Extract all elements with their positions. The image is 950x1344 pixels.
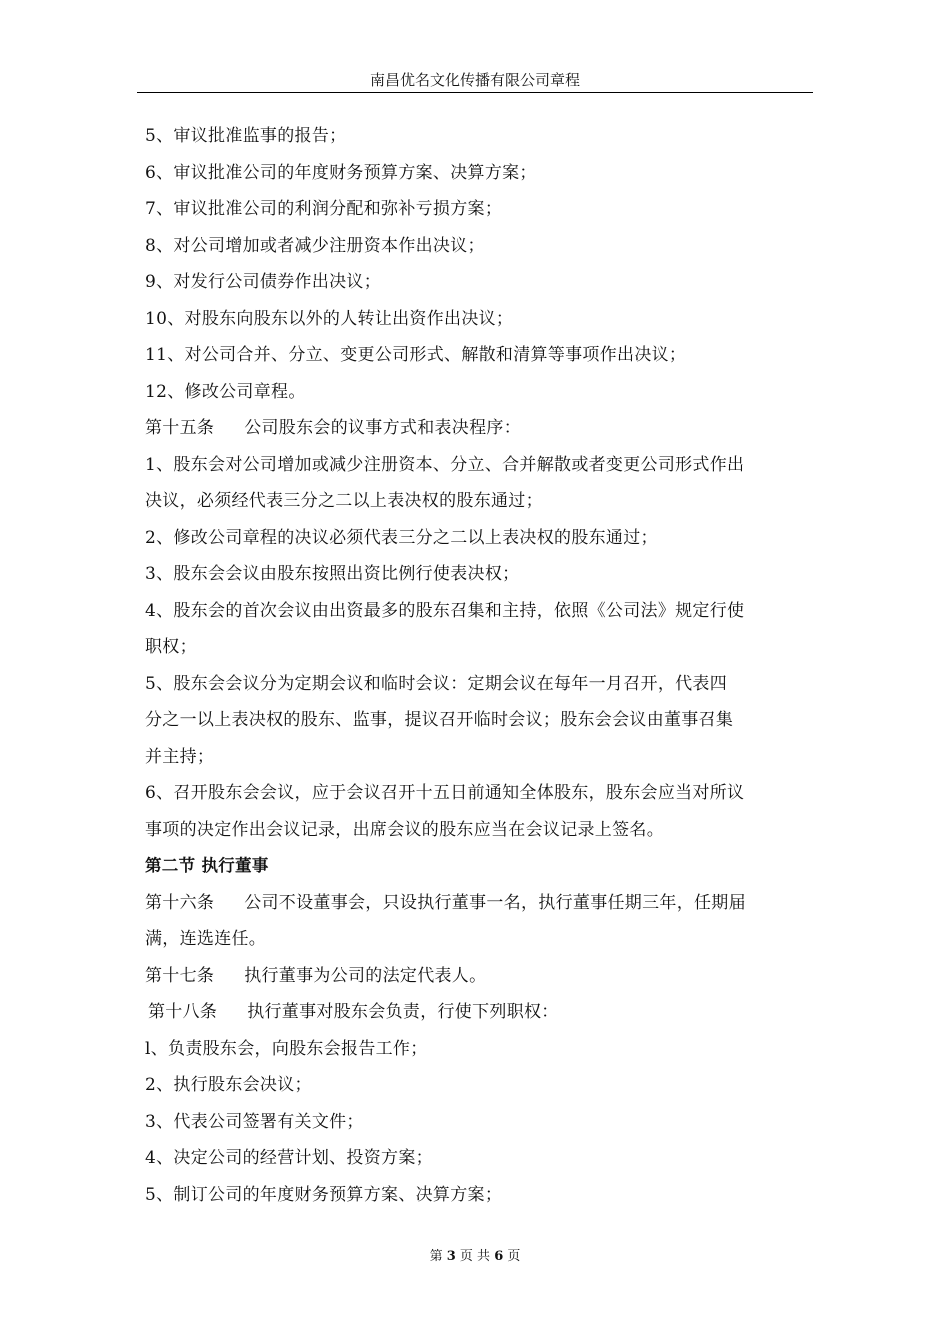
line-text: 11、对公司合并、分立、变更公司形式、解散和清算等事项作出决议；: [145, 345, 687, 365]
line-text: 并主持；: [145, 746, 215, 767]
body-line: [145, 483, 815, 520]
body-line: [145, 556, 815, 593]
line-text: 5、制订公司的年度财务预算方案、决算方案；: [145, 1184, 503, 1205]
line-text: 9、对发行公司债券作出决议；: [145, 272, 382, 292]
article-line: [145, 994, 815, 1031]
body-line: [145, 520, 815, 557]
body-line: [145, 1177, 815, 1214]
line-text: 2、执行股东会决议；: [145, 1075, 312, 1095]
document-body: [145, 118, 815, 1213]
line-text: 分之一以上表决权的股东、监事，提议召开临时会议；股东会会议由董事召集: [145, 710, 734, 730]
body-line: [145, 593, 815, 630]
article-number: 第十五条: [145, 418, 215, 438]
current-page-number: 3: [446, 1249, 456, 1264]
page-header: [137, 70, 813, 93]
total-page-count: 6: [494, 1249, 504, 1264]
line-text: 职权；: [145, 637, 197, 657]
body-line: [145, 775, 815, 812]
body-line: [145, 228, 815, 265]
body-line: [145, 447, 815, 484]
body-line: [145, 374, 815, 411]
body-line: [145, 666, 815, 703]
page-footer: [0, 1248, 950, 1266]
body-line: [145, 812, 815, 849]
article-number: 第十八条: [148, 1002, 218, 1022]
line-text: 12、修改公司章程。: [145, 381, 306, 402]
article-line: [145, 958, 815, 995]
line-text: 3、股东会会议由股东按照出资比例行使表决权；: [145, 564, 520, 584]
line-text: 执行董事对股东会负责，行使下列职权：: [247, 1002, 559, 1022]
line-text: 执行董事为公司的法定代表人。: [244, 965, 487, 986]
footer-prefix: 第: [429, 1249, 443, 1264]
line-text: 1、股东会对公司增加或减少注册资本、分立、合并解散或者变更公司形式作出: [145, 454, 745, 475]
line-text: 5、股东会会议分为定期会议和临时会议：定期会议在每年一月召开，代表四: [145, 673, 728, 694]
body-line: [145, 739, 815, 776]
body-line: [145, 629, 815, 666]
article-line: [145, 885, 815, 922]
article-number: 第十六条: [145, 892, 215, 913]
line-text: 第二节 执行董事: [145, 856, 269, 875]
body-line: [145, 921, 815, 958]
line-text: 6、召开股东会会议，应于会议召开十五日前通知全体股东，股东会应当对所议: [145, 783, 745, 803]
line-text: 事项的决定作出会议记录，出席会议的股东应当在会议记录上签名。: [145, 819, 664, 840]
line-text: l、负责股东会，向股东会报告工作；: [145, 1038, 428, 1059]
body-line: [145, 1140, 815, 1177]
article-number: 第十七条: [145, 965, 215, 986]
body-line: [145, 191, 815, 228]
line-text: 公司不设董事会，只设执行董事一名，执行董事任期三年，任期届: [244, 892, 746, 913]
document-title: 南昌优名文化传播有限公司章程: [369, 71, 580, 89]
body-line: [145, 1031, 815, 1068]
body-line: [145, 1104, 815, 1141]
line-text: 4、股东会的首次会议由出资最多的股东召集和主持，依照《公司法》规定行使: [145, 600, 745, 621]
line-text: 6、审议批准公司的年度财务预算方案、决算方案；: [145, 162, 537, 183]
line-text: 4、决定公司的经营计划、投资方案；: [145, 1148, 433, 1168]
body-line: [145, 1067, 815, 1104]
body-line: [145, 337, 815, 374]
section-heading: [145, 848, 815, 885]
line-text: 公司股东会的议事方式和表决程序：: [244, 418, 522, 438]
body-line: [145, 264, 815, 301]
body-line: [145, 301, 815, 338]
footer-suffix: 页: [507, 1249, 521, 1264]
line-text: 8、对公司增加或者减少注册资本作出决议；: [145, 235, 485, 256]
line-text: 满，连选连任。: [145, 929, 267, 949]
body-line: [145, 155, 815, 192]
body-line: [145, 702, 815, 739]
line-text: 3、代表公司签署有关文件；: [145, 1111, 364, 1132]
line-text: 决议，必须经代表三分之二以上表决权的股东通过；: [145, 491, 543, 511]
article-line: [145, 410, 815, 447]
line-text: 2、修改公司章程的决议必须代表三分之二以上表决权的股东通过；: [145, 527, 658, 548]
line-text: 7、审议批准公司的利润分配和弥补亏损方案；: [145, 199, 503, 219]
footer-middle: 页 共: [459, 1249, 491, 1264]
body-line: [145, 118, 815, 155]
line-text: 10、对股东向股东以外的人转让出资作出决议；: [145, 308, 514, 329]
line-text: 5、审议批准监事的报告；: [145, 126, 347, 146]
